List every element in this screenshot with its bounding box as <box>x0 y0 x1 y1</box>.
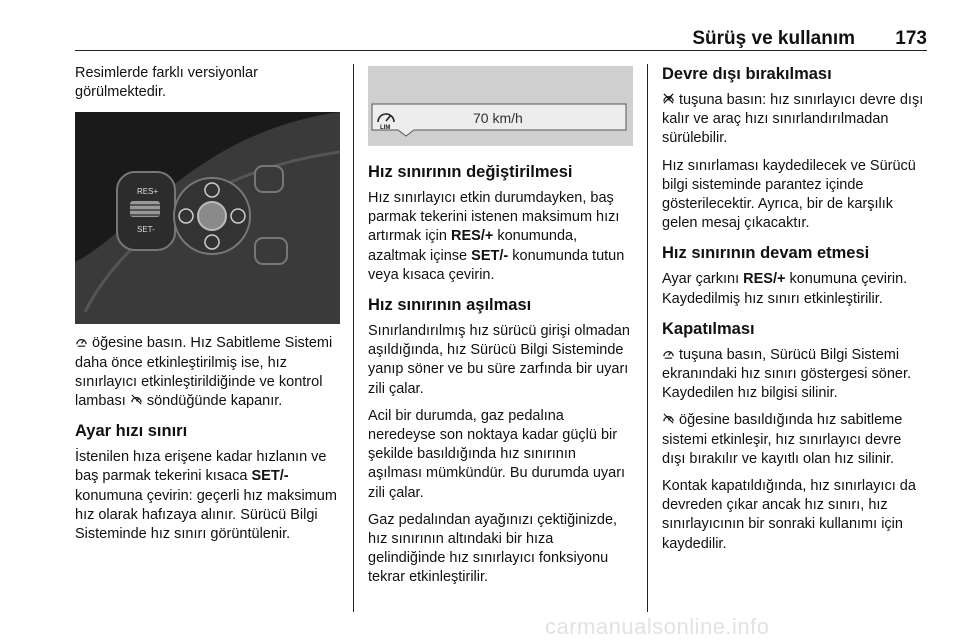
steering-wheel-controls-photo <box>75 112 340 324</box>
section-title: Sürüş ve kullanım <box>692 28 855 49</box>
paragraph-exceed-3: Gaz pedalından ayağınızı çektiğinizde, hız sınırının altındaki bir hıza gelindiğinde hız sınırlayıcı fonksiyonu tekrar etkinleştirilir. <box>368 511 618 586</box>
page-number: 173 <box>895 28 927 49</box>
res-plus-label: RES+ <box>137 187 159 197</box>
paragraph-exceed-2: Acil bir durumda, gaz pedalına neredeyse son noktaya kadar güçlü bir şekilde basıldığında hız sınırının aşılması mümkündür. Bu durumda uyarı zili çalar. <box>368 407 626 501</box>
column-divider <box>647 64 648 612</box>
paragraph-deactivation: tuşuna basın: hız sınırlayıcı devre dışı kalır ve araç hızı sınırlandırılmadan sürülebilir. <box>662 92 924 147</box>
speed-limiter-icon <box>75 335 88 348</box>
figure-note: Resimlerde farklı versiyonlar görülmektedir. <box>75 65 258 101</box>
paragraph-deactivation-2: Hız sınırlaması kaydedilecek ve Sürücü bilgi sisteminde parantez içinde gösterilecektir. Ayrıca, bir de karşılık gelen mesaj çıkacaktır. <box>662 157 916 232</box>
speed-readout: 70 km/h <box>473 110 523 126</box>
heading-switch-off: Kapatılması <box>662 319 755 338</box>
heading-deactivation: Devre dışı bırakılması <box>662 65 832 83</box>
paragraph-switch-off-3: Kontak kapatıldığında, hız sınırlayıcı da devreden çıkar ancak hız sınırı, hız sınırlayıcının bir sonraki kullanımı için kaydedilir. <box>662 478 916 552</box>
heading-change-speed-limit: Hız sınırının değiştirilmesi <box>368 163 573 181</box>
speed-limiter-icon <box>662 347 675 360</box>
paragraph-change-speed-limit: Hız sınırlayıcı etkin durumdayken, baş parmak tekerini istenen maksimum hızı artırmak için RES/+ konumunda, azaltmak içinse SET/- konumunda tutun veya kısaca çevirin. <box>368 190 625 283</box>
cruise-control-off-icon <box>662 412 675 425</box>
heading-set-speed-limit: Ayar hızı sınırı <box>75 422 188 441</box>
column-3 <box>662 64 927 562</box>
paragraph-switch-off-1: tuşuna basın, Sürücü Bilgi Sistemi ekranındaki hız sınırı göstergesi söner. Kaydedilen hız bilgisi silinir. <box>662 346 912 402</box>
set-minus-label: SET- <box>137 225 155 235</box>
speed-limit-display <box>368 66 633 146</box>
paragraph-exceed-1: Sınırlandırılmış hız sürücü girişi olmadan aşıldığında, hız Sürücü Bilgi Sisteminde yanıp söner ve bu süre zarfında bir uyarı zili çalar. <box>368 323 630 397</box>
paragraph-resume: Ayar çarkını RES/+ konumuna çevirin. Kaydedilmiş hız sınırı etkinleştirilir. <box>662 271 908 307</box>
paragraph-speed-limiter-activate: öğesine basın. Hız Sabitleme Sistemi daha önce etkinleştirilmiş ise, hız sınırlayıcı etkinleştirildiğinde ve kontrol lambası söndüğünde kapanır. <box>75 335 333 410</box>
watermark: carmanualsonline.info <box>545 614 770 639</box>
page-header <box>75 28 927 50</box>
column-1 <box>75 64 340 552</box>
paragraph-set-speed-limit: İstenilen hıza erişene kadar hızlanın ve baş parmak tekerini kısaca SET/- konumuna çevirin: geçerli hız maksimum hız olarak hafızaya alınır. Sürücü Bilgi Sisteminde hız sınırı görüntülenir. <box>75 449 337 543</box>
heading-exceed-speed-limit: Hız sınırının aşılması <box>368 296 532 315</box>
lim-label: LIM <box>380 125 391 131</box>
cruise-control-off-icon <box>130 393 143 406</box>
paragraph-switch-off-2: öğesine basıldığında hız sabitleme sistemi etkinleşir, hız sınırlayıcı devre dışı bırakılır ve kayıtlı olan hız silinir. <box>662 412 903 467</box>
header-rule <box>75 50 927 51</box>
cancel-icon <box>662 92 675 105</box>
column-2 <box>368 64 633 596</box>
column-divider <box>353 64 354 612</box>
heading-resume: Hız sınırının devam etmesi <box>662 244 870 263</box>
